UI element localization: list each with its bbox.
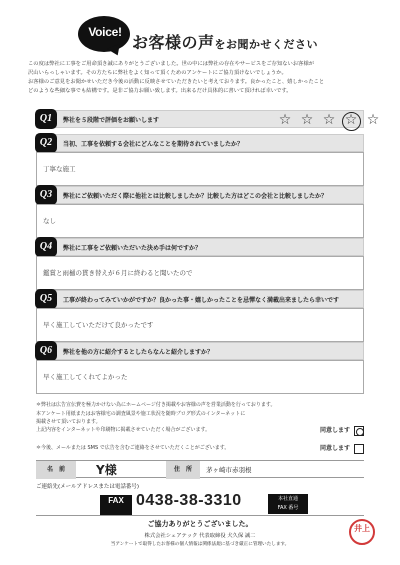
customer-info-row (36, 460, 364, 478)
question-text: 弊社を他の方に紹介するとしたらなんと紹介しますか？ (63, 349, 214, 356)
consent-line: ＊今後、メールまたは SMS で広告を含むご連絡をさせていただくことがございます。 (36, 445, 230, 451)
consent-section (36, 401, 364, 452)
consent-line: 本アンケート用紙またはお客様宅の調査風景や施工状況を随時ブログ形式のインターネットに (36, 410, 246, 417)
question-text: 当初、工事を依頼する会社にどんなことを期待されていましたか？ (63, 141, 244, 148)
name-field[interactable]: Y様 (96, 463, 117, 477)
fax-icon-text: FAX (108, 496, 124, 505)
agree-label: 同意します (319, 444, 350, 452)
name-label: 名 前 (36, 461, 76, 479)
answer-text: 早く施工していただけて良かったです (43, 321, 154, 329)
thanks-text: ご協力ありがとうございました。 (147, 520, 253, 528)
star-3-icon[interactable]: ☆ (322, 112, 336, 128)
company-text: 株式会社シェアテック 代表取締役 犬久保 誠二 (144, 533, 256, 539)
agree-checkbox-1[interactable] (354, 426, 364, 436)
question-text: 弊社に工事をご依頼いただいた決め手は何ですか？ (63, 245, 202, 252)
star-5-icon[interactable]: ☆ (366, 112, 380, 128)
star-1-icon[interactable]: ☆ (278, 112, 292, 128)
title-sub: をお聞かせください (214, 38, 319, 51)
agree-checkbox-2[interactable] (354, 444, 364, 454)
hanko-seal-stamp: 井上 (349, 519, 375, 545)
consent-row-2 (36, 444, 364, 456)
answer-3-box[interactable] (36, 204, 364, 238)
fax-machine-icon (100, 495, 132, 515)
fax-badge-line: 本社直通 (277, 496, 298, 502)
question-5-bar (36, 290, 364, 308)
question-number: Q3 (35, 185, 57, 205)
intro-line: お客様のご意見をお聞かせいただき今後の活動に反映させていただきたいと考えております。良かったこと、嬉しかったこと (28, 79, 325, 85)
answer-text: 早く施工してくれてよかった (43, 373, 128, 381)
consent-line: ＊弊社は広告宣伝費を極力かけない為にホームページ付き掲載やお客様の声を営業活動を行っております。 (36, 402, 276, 408)
address-field[interactable]: 茅ヶ崎市赤羽根 (206, 466, 252, 474)
question-3-bar (36, 186, 364, 204)
intro-line: 沢山いらっしゃいます。その方たちに弊社をよく知って頂くためのアンケートにご協力頂けないでしょうか。 (28, 70, 287, 76)
agree-label: 同意します (319, 426, 350, 434)
intro-line: この度は弊社に工事をご用命頂き誠にありがとうございました。世の中には弊社の存在やサービスをご存知ないお客様が (28, 61, 315, 67)
star-4-icon-selected[interactable]: ☆ (344, 112, 358, 128)
consent-line: 上記内容をインターネットや印刷物に掲載させていただく場合がございます。 (36, 427, 211, 433)
question-number: Q6 (35, 341, 57, 361)
fax-number: 0438-38-3310 (136, 492, 242, 509)
answer-4-box[interactable] (36, 256, 364, 290)
question-text: 弊社にご依頼いただく際に他社とは比較しましたか？比較した方はどこの会社と比較しましたか？ (63, 193, 328, 200)
header (78, 16, 338, 60)
fax-badge (268, 494, 308, 514)
agree-option-2[interactable] (320, 444, 364, 454)
fax-badge-line: FAX 番号 (277, 505, 299, 511)
contact-section (36, 480, 364, 516)
address-label: 住 所 (166, 461, 200, 479)
answer-2-box[interactable] (36, 152, 364, 186)
answer-6-box[interactable] (36, 360, 364, 394)
question-number: Q4 (35, 237, 57, 257)
question-text: 弊社を５段階で評価をお願いします (63, 117, 160, 124)
question-number: Q5 (35, 289, 57, 309)
answer-text: なし (43, 217, 56, 225)
rating-stars (277, 111, 381, 129)
star-2-icon[interactable]: ☆ (300, 112, 314, 128)
contact-label: ご連絡先(メールアドレスまたは電話番号) (36, 484, 140, 490)
agree-option-1[interactable] (320, 426, 364, 436)
question-4-bar (36, 238, 364, 256)
title-main: お客様の声 (132, 33, 215, 52)
page-title (132, 30, 318, 53)
consent-row-1 (36, 426, 364, 438)
question-1-bar (36, 110, 380, 128)
intro-line: どのような些細な事でも結構です。是非ご協力お願い致します。出来るだけ具体的に書いて頂ければ幸いです。 (28, 88, 292, 94)
intro-text (28, 60, 376, 96)
consent-line: 掲載させて頂いております。 (36, 419, 101, 425)
answer-text: 鑑賞と雨樋の貫き替えが６月に終わると聞いたので (43, 269, 193, 277)
answer-text: 丁寧な施工 (43, 165, 76, 173)
voice-badge: Voice! (88, 25, 122, 39)
answer-5-box[interactable] (36, 308, 364, 342)
question-2-bar (36, 134, 364, 152)
question-text: 工事が終わってみていかがですか？良かった事・嬉しかったことを忌憚なく満載出来ましたら幸いです (63, 297, 339, 304)
privacy-note: 当アンケートで取得したお客様の個人情報は関係法規に基づき厳正に管理いたします。 (110, 542, 290, 547)
question-number: Q1 (35, 109, 57, 129)
question-6-bar (36, 342, 364, 360)
question-number: Q2 (35, 133, 57, 153)
